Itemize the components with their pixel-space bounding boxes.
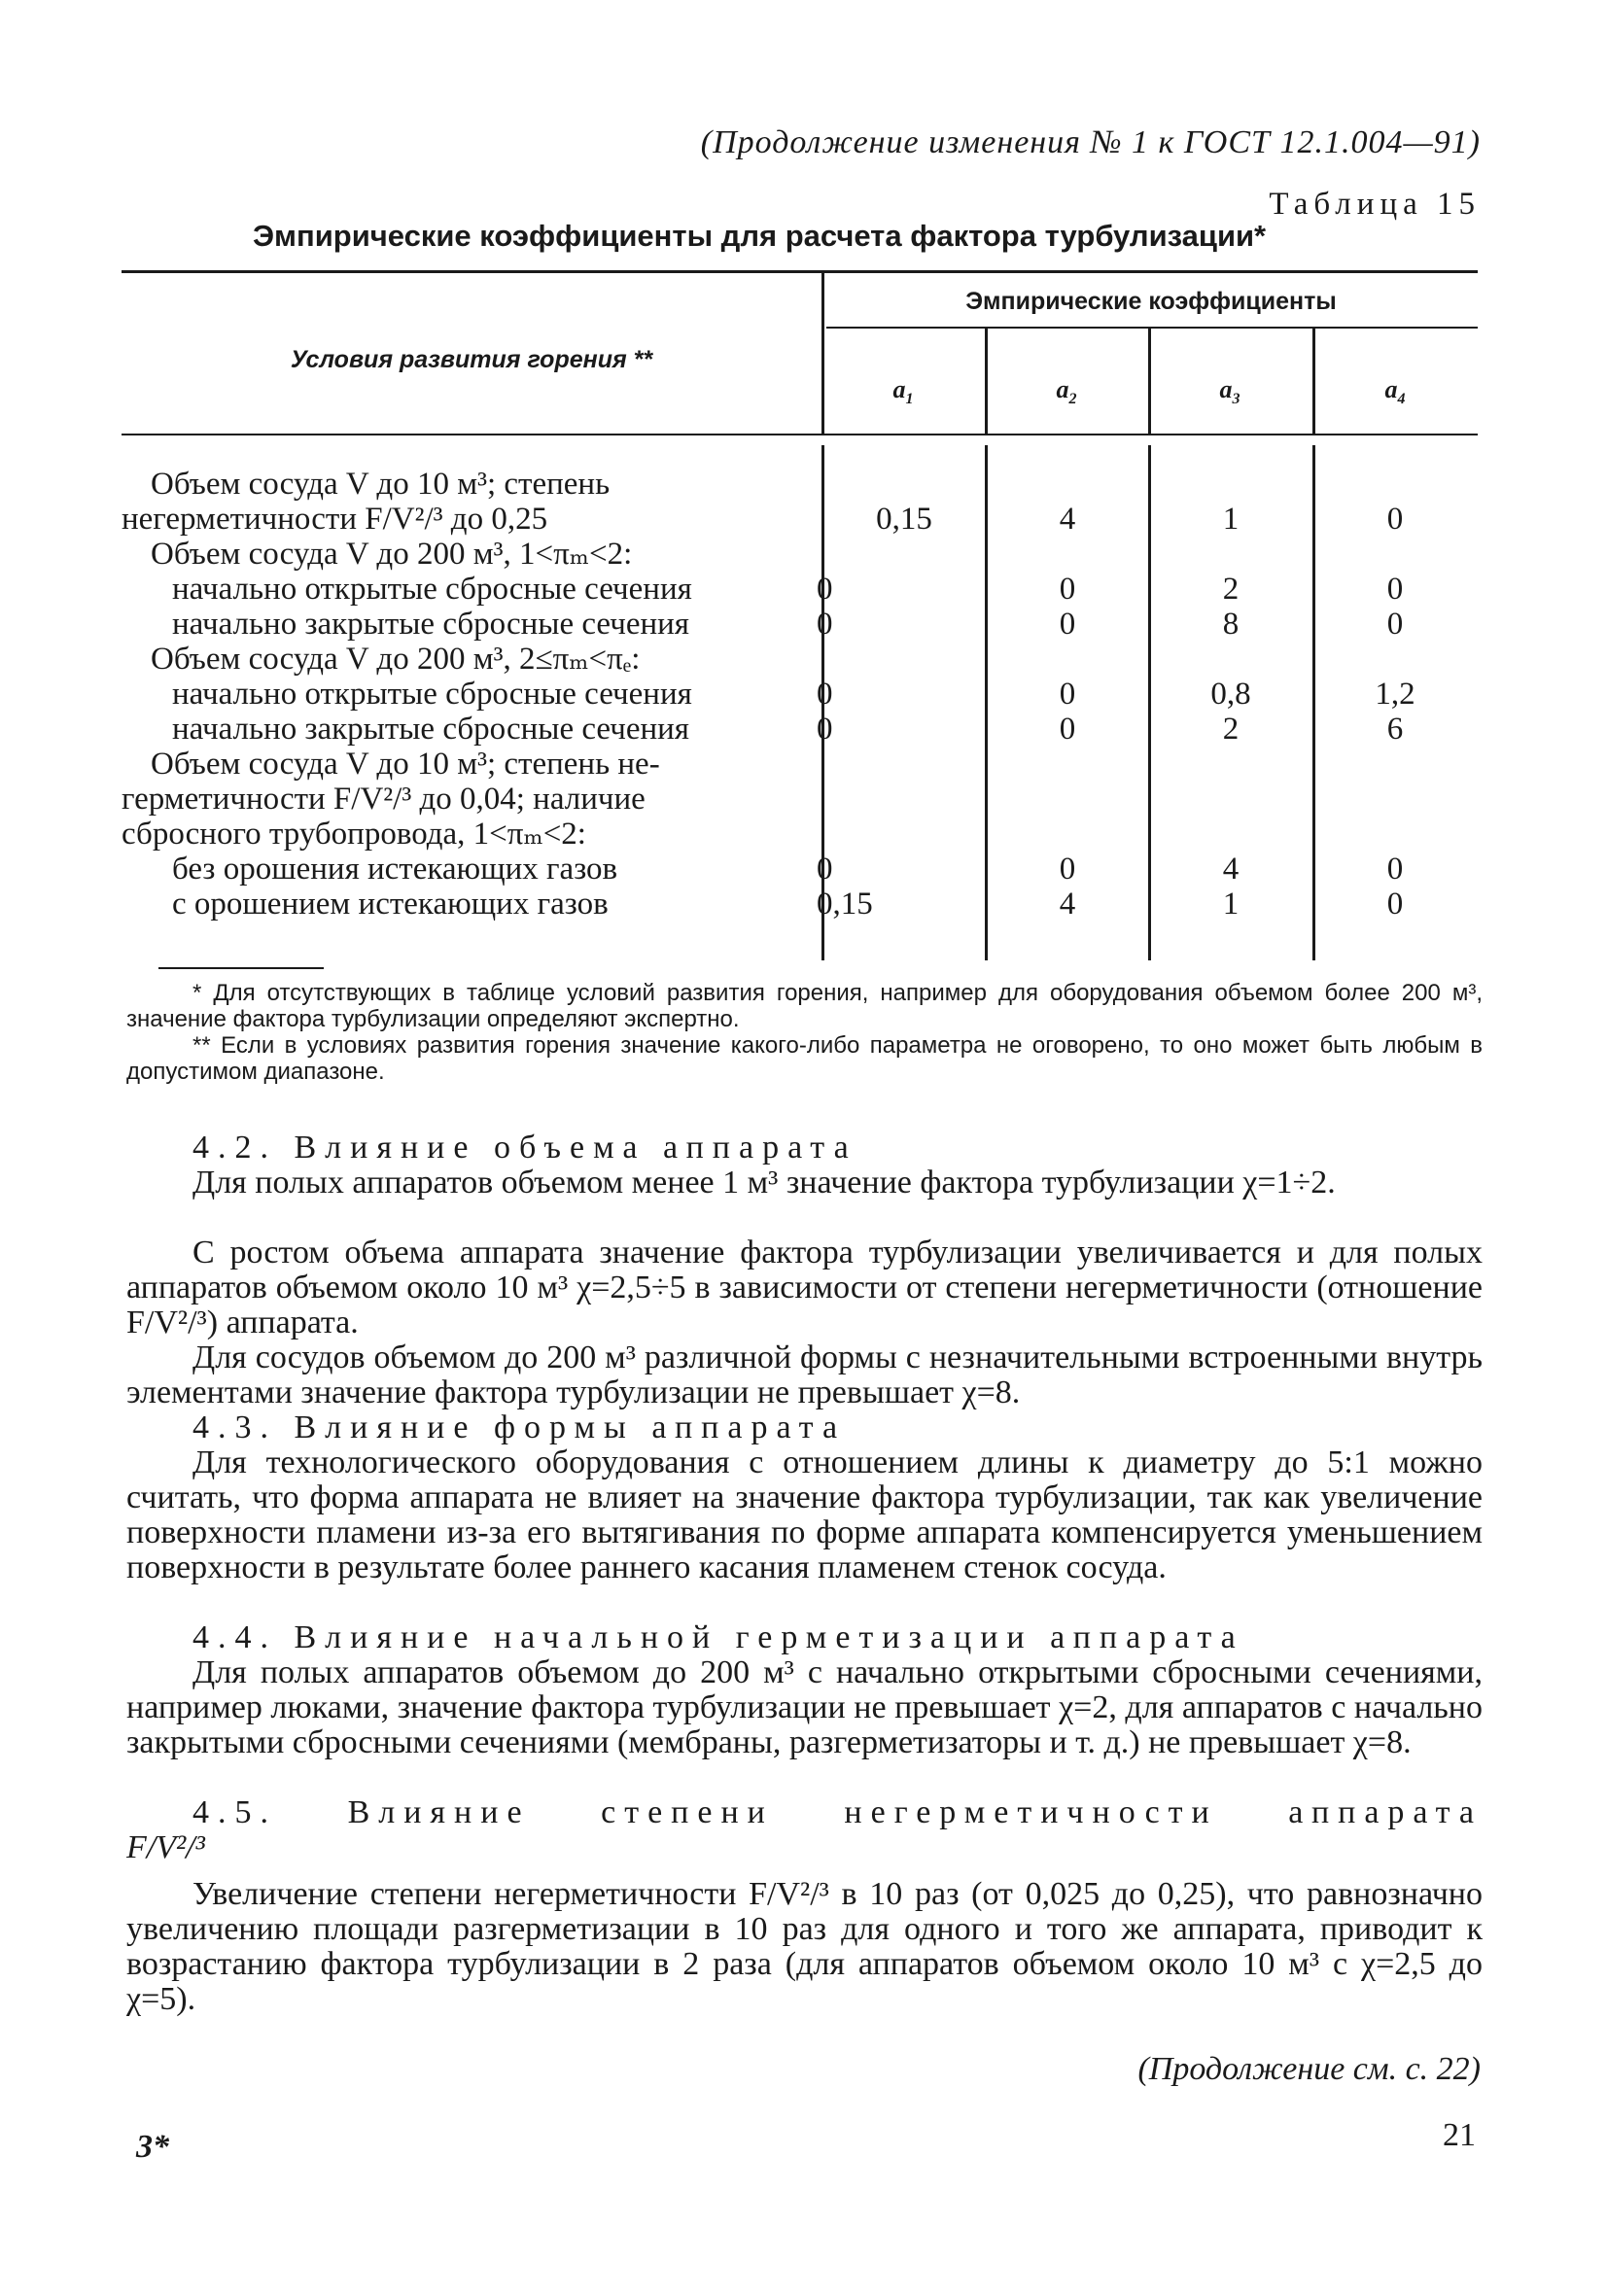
condition-row-3b: начально закрытые сбросные сечения <box>172 712 689 747</box>
footnote-1: * Для отсутствующих в таблице условий развития горения, например для оборудования объемом более 200 м³, значение фактора турбулизации определяют экспертно. <box>126 980 1483 1032</box>
value-r3a-a3: 0,8 <box>1210 677 1251 712</box>
value-r4a-a2: 0 <box>1059 852 1076 887</box>
section-4-4-title: 4.4. Влияние начальной герметизации аппарата <box>192 1619 1244 1655</box>
value-r3b-a1: 0 <box>817 712 833 747</box>
condition-row-4b: с орошением истекающих газов <box>172 887 609 922</box>
page-number: 21 <box>1443 2117 1476 2153</box>
condition-row-1-line-1: Объем сосуда V до 10 м³; степень <box>151 467 611 502</box>
value-r2a-a3: 2 <box>1222 572 1240 607</box>
value-r1-a4: 0 <box>1386 502 1404 537</box>
condition-group-2: Объем сосуда V до 200 м³, 1<πₘ<2: <box>151 537 633 572</box>
value-r3b-a2: 0 <box>1059 712 1076 747</box>
table-number: Таблица 15 <box>1269 187 1481 222</box>
section-4-3-title: 4.3. Влияние формы аппарата <box>192 1409 847 1445</box>
section-4-5-title: 4.5. Влияние степени негерметичности аппарата <box>192 1794 1483 1830</box>
value-r4b-a1: 0,15 <box>817 887 873 922</box>
value-r2a-a2: 0 <box>1059 572 1076 607</box>
value-r2b-a3: 8 <box>1222 607 1240 642</box>
value-r3a-a1: 0 <box>817 677 833 712</box>
condition-row-2b: начально закрытые сбросные сечения <box>172 607 689 642</box>
a3-a4-divider-body <box>1312 445 1315 960</box>
section-4-5-title-formula: F/V²/³ <box>126 1829 205 1865</box>
section-4-4-paragraph-1: Для полых аппаратов объемом до 200 м³ с начально открытыми сбросными сечениями, например люками, значение фактора турбулизации не превышает χ=2, для аппаратов с начально закрытыми сбросными сечениями (мембраны, разгерметизаторы и т. д.) не превышает χ=8. <box>126 1654 1483 1760</box>
condition-row-3a: начально открытые сбросные сечения <box>172 677 692 712</box>
value-r3b-a3: 2 <box>1222 712 1240 747</box>
value-r2b-a1: 0 <box>817 607 833 642</box>
value-r3b-a4: 6 <box>1386 712 1404 747</box>
condition-row-4a: без орошения истекающих газов <box>172 852 618 887</box>
value-r2b-a2: 0 <box>1059 607 1076 642</box>
value-r2b-a4: 0 <box>1386 607 1404 642</box>
a4-header: $a_4$ <box>1384 375 1406 408</box>
section-4-5-paragraph-1: Увеличение степени негерметичности F/V²/³ в 10 раз (от 0,025 до 0,25), что равнозначно увеличению площади разгерметизации в 10 раз для одного и того же аппарата, приводит к возрастанию фактора турбулизации в 2 раза (для аппаратов объемом около 10 м³ с χ=2,5 до χ=5). <box>126 1876 1483 2017</box>
value-r4a-a4: 0 <box>1386 852 1404 887</box>
header-continuation: (Продолжение изменения № 1 к ГОСТ 12.1.004—91) <box>700 124 1481 160</box>
a1-header: $a_1$ <box>892 375 914 408</box>
value-r2a-a1: 0 <box>817 572 833 607</box>
value-r2a-a4: 0 <box>1386 572 1404 607</box>
value-r1-a2: 4 <box>1059 502 1076 537</box>
table-top-rule <box>122 270 1478 273</box>
a1-a2-divider-body <box>985 445 988 960</box>
value-r4b-a3: 1 <box>1222 887 1240 922</box>
section-4-2-title: 4.2. Влияние объема аппарата <box>192 1130 857 1165</box>
conditions-header: Условия развития горения ** <box>290 346 653 373</box>
a2-header: $a_2$ <box>1056 375 1077 408</box>
coeff-header-rule <box>826 327 1478 329</box>
section-4-2-paragraph-1: Для полых аппаратов объемом менее 1 м³ значение фактора турбулизации χ=1÷2. <box>192 1165 1336 1200</box>
a3-a4-divider <box>1312 327 1315 435</box>
condition-group-3: Объем сосуда V до 200 м³, 2≤πₘ<πₑ: <box>151 642 641 677</box>
table-title: Эмпирические коэффициенты для расчета фактора турбулизации* <box>253 219 1267 253</box>
a3-header: $a_3$ <box>1219 375 1240 408</box>
coefficients-header: Эмпирические коэффициенты <box>965 288 1337 315</box>
value-r4a-a3: 4 <box>1222 852 1240 887</box>
value-r3a-a2: 0 <box>1059 677 1076 712</box>
a2-a3-divider-body <box>1148 445 1151 960</box>
value-r1-a1: 0,15 <box>876 502 932 537</box>
footnote-rule <box>158 967 324 969</box>
footer-continuation: (Продолжение см. с. 22) <box>1137 2051 1481 2087</box>
sheet-mark: 3* <box>136 2129 169 2165</box>
a1-a2-divider <box>985 327 988 435</box>
condition-row-1-line-2: негерметичности F/V²/³ до 0,25 <box>122 502 548 537</box>
value-r4b-a2: 4 <box>1059 887 1076 922</box>
coefficients-table <box>122 270 1478 960</box>
section-4-2-paragraph-3: Для сосудов объемом до 200 м³ различной формы с незначительными встроенными внутрь элементами значение фактора турбулизации не превышает χ=8. <box>126 1339 1483 1410</box>
section-4-3-paragraph-1: Для технологического оборудования с отношением длины к диаметру до 5:1 можно считать, что форма аппарата не влияет на значение фактора турбулизации, так как увеличение поверхности пламени из-за его вытягивания по форме аппарата компенсируется уменьшением поверхности в результате более раннего касания пламенем стенок сосуда. <box>126 1444 1483 1585</box>
a2-a3-divider <box>1148 327 1151 435</box>
condition-group-4-line-1: Объем сосуда V до 10 м³; степень не- <box>151 747 660 782</box>
header-bottom-rule <box>122 434 1478 435</box>
footnote-2: ** Если в условиях развития горения значение какого-либо параметра не оговорено, то оно может быть любым в допустимом диапазоне. <box>126 1032 1483 1085</box>
section-4-2-paragraph-2: С ростом объема аппарата значение фактора турбулизации увеличивается и для полых аппаратов объемом около 10 м³ χ=2,5÷5 в зависимости от степени негерметичности (отношение F/V²/³) аппарата. <box>126 1235 1483 1340</box>
value-r4b-a4: 0 <box>1386 887 1404 922</box>
condition-group-4-line-2: герметичности F/V²/³ до 0,04; наличие <box>122 782 646 817</box>
value-r4a-a1: 0 <box>817 852 833 887</box>
condition-row-2a: начально открытые сбросные сечения <box>172 572 692 607</box>
condition-group-4-line-3: сбросного трубопровода, 1<πₘ<2: <box>122 817 586 852</box>
value-r3a-a4: 1,2 <box>1375 677 1415 712</box>
value-r1-a3: 1 <box>1222 502 1240 537</box>
